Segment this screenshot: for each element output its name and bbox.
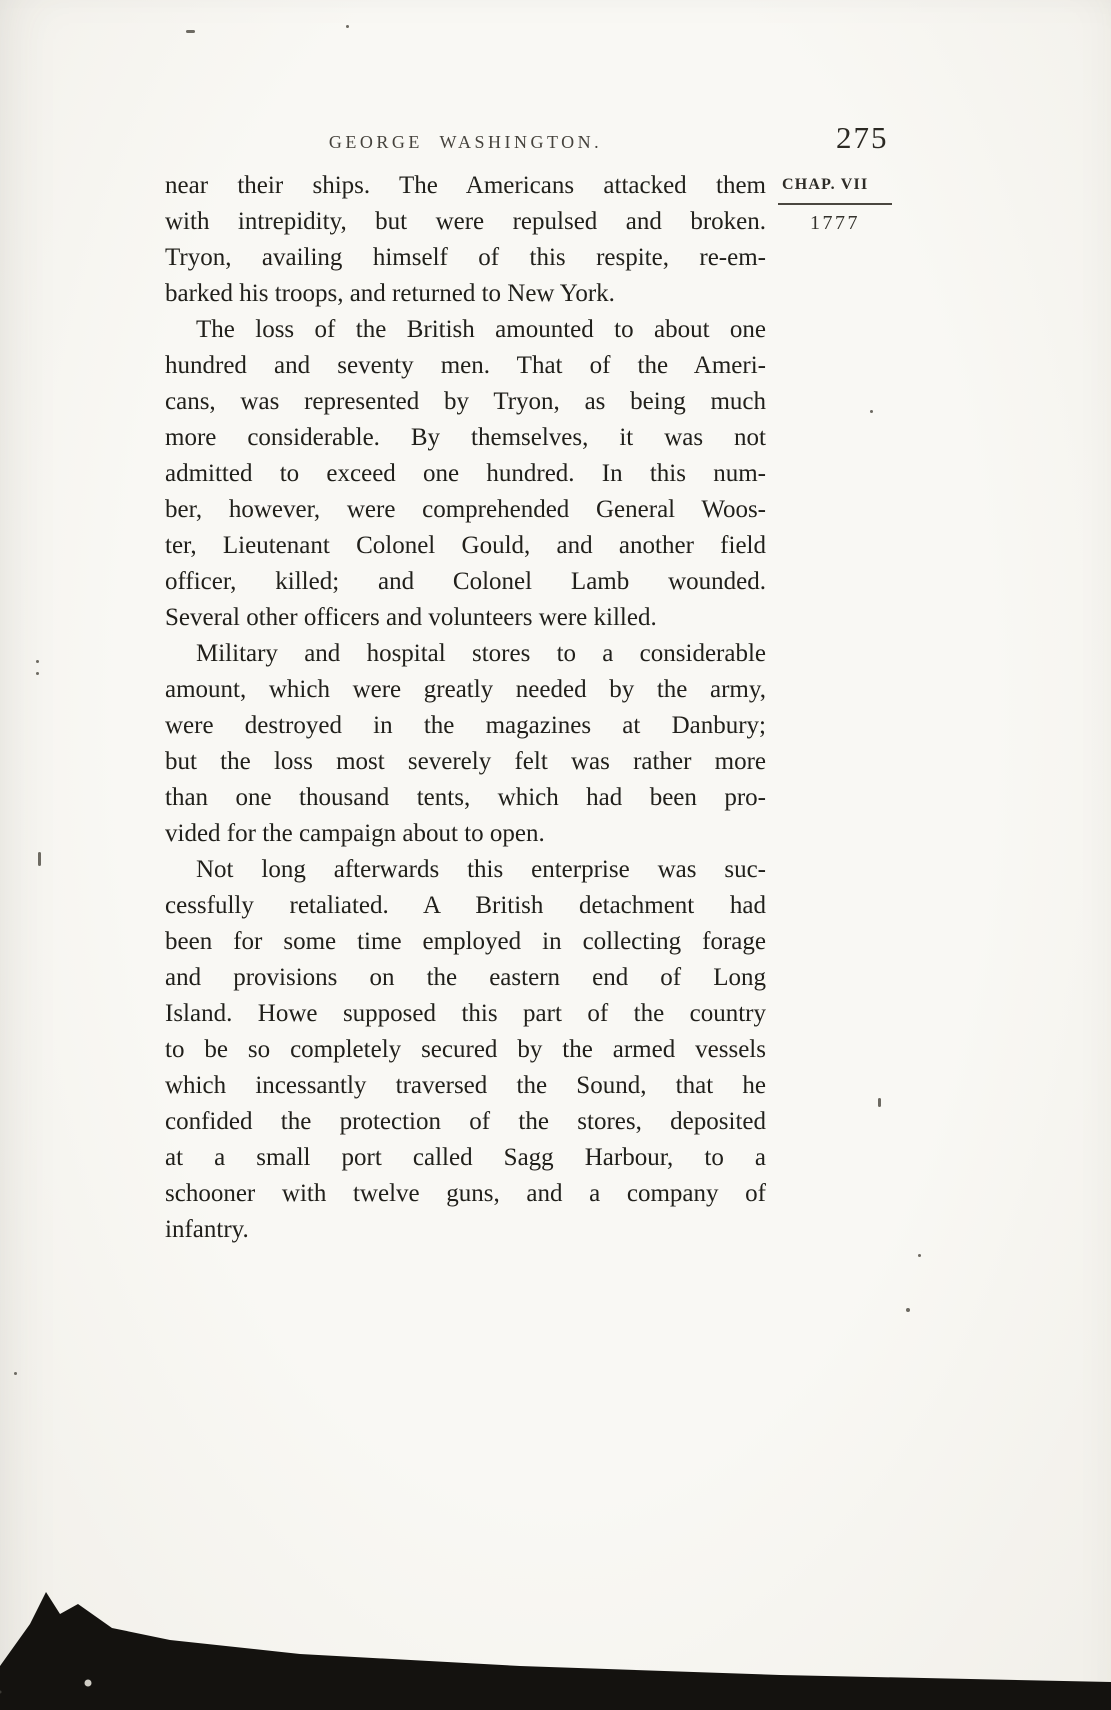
text-line: to be so completely secured by the armed vessels [165, 1036, 766, 1063]
body-text-block [165, 168, 766, 1248]
scan-speck [346, 25, 349, 28]
text-line: been for some time employed in collecting forage [165, 928, 766, 955]
text-line: cans, was represented by Tryon, as being much [165, 388, 766, 415]
text-line: with intrepidity, but were repulsed and broken. [165, 208, 766, 235]
text-line: The loss of the British amounted to about one [196, 316, 766, 343]
text-line: officer, killed; and Colonel Lamb wounded. [165, 568, 766, 595]
scan-edge-shadow [0, 1580, 1111, 1710]
scan-speck [906, 1308, 910, 1312]
text-line: which incessantly traversed the Sound, that he [165, 1072, 766, 1099]
text-line: cessfully retaliated. A British detachment had [165, 892, 766, 919]
text-line: amount, which were greatly needed by the army, [165, 676, 766, 703]
text-line: confided the protection of the stores, deposited [165, 1108, 766, 1135]
text-line: infantry. [165, 1216, 249, 1243]
scan-speck [870, 410, 873, 413]
text-line: but the loss most severely felt was rather more [165, 748, 766, 775]
page-number: 275 [836, 120, 889, 155]
text-line: Several other officers and volunteers were killed. [165, 604, 657, 631]
scan-speck [14, 1372, 17, 1375]
text-line: ber, however, were comprehended General Woos- [165, 496, 766, 523]
scan-speck [918, 1254, 921, 1257]
text-line: than one thousand tents, which had been pro- [165, 784, 766, 811]
margin-rule [778, 203, 892, 205]
text-line: at a small port called Sagg Harbour, to a [165, 1144, 766, 1171]
text-line: hundred and seventy men. That of the Ameri- [165, 352, 766, 379]
scan-speck [878, 1098, 881, 1107]
scan-speck [186, 30, 195, 33]
text-line: were destroyed in the magazines at Danbury; [165, 712, 766, 739]
scan-speck [38, 852, 41, 866]
text-line: vided for the campaign about to open. [165, 820, 545, 847]
text-line: ter, Lieutenant Colonel Gould, and another field [165, 532, 766, 559]
text-line: barked his troops, and returned to New York. [165, 280, 615, 307]
text-line: near their ships. The Americans attacked them [165, 172, 766, 199]
scan-speck [36, 672, 39, 675]
text-line: schooner with twelve guns, and a company of [165, 1180, 766, 1207]
margin-year-label: 1777 [810, 212, 860, 234]
text-line: Tryon, availing himself of this respite, re-em- [165, 244, 766, 271]
text-line: admitted to exceed one hundred. In this num- [165, 460, 766, 487]
text-line: Island. Howe supposed this part of the country [165, 1000, 766, 1027]
text-line: Not long afterwards this enterprise was suc- [196, 856, 766, 883]
scan-speck [36, 660, 39, 663]
text-line: and provisions on the eastern end of Long [165, 964, 766, 991]
text-line: more considerable. By themselves, it was not [165, 424, 766, 451]
margin-notes [778, 176, 892, 235]
margin-chapter-label: CHAP. VII [782, 176, 869, 193]
text-line: Military and hospital stores to a considerable [196, 640, 766, 667]
running-head: GEORGE WASHINGTON. [328, 132, 603, 152]
